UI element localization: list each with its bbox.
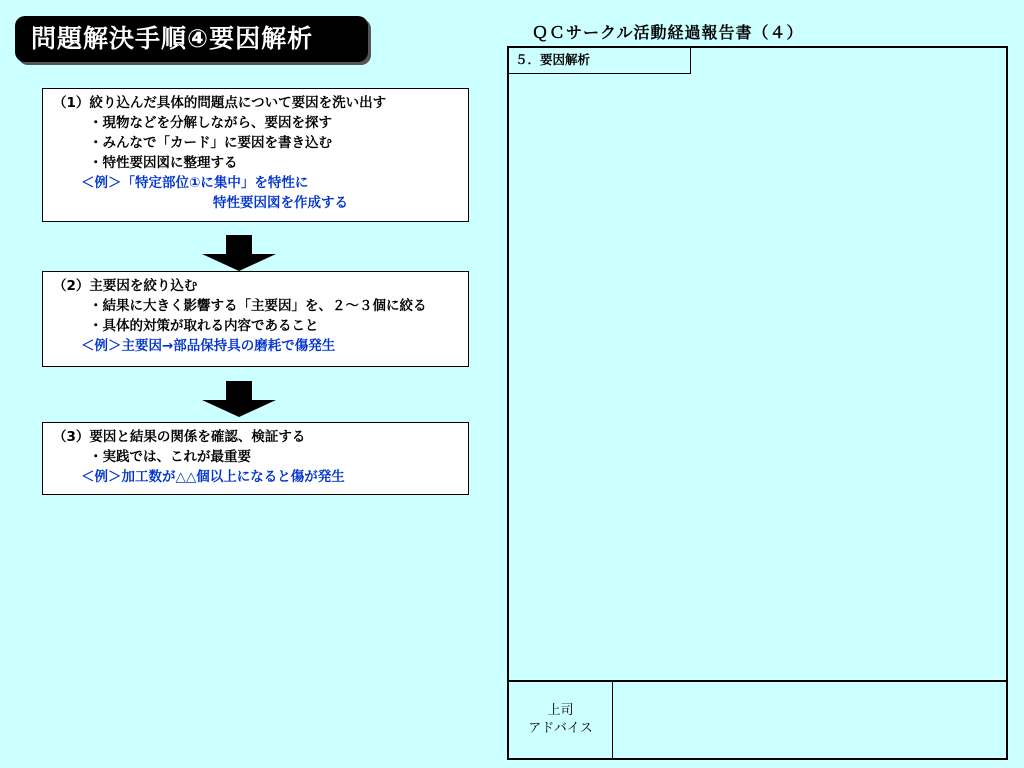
supervisor-advice-field[interactable]	[613, 682, 1006, 758]
advice-label-line2: アドバイス	[528, 721, 593, 736]
advice-label-line1: 上司	[547, 703, 574, 718]
report-title: ＱＣサークル活動経過報告書（４）	[532, 23, 804, 42]
step-item: ・みんなで「カード」に要因を書き込む	[89, 135, 332, 151]
step-example: ＜例＞主要因→部品保持具の磨耗で傷発生	[81, 338, 336, 354]
step-item: ・結果に大きく影響する「主要因」を、２～３個に絞る	[89, 298, 427, 314]
step-box-1	[42, 88, 469, 222]
step-example-continued: 特性要因図を作成する	[213, 195, 348, 211]
step-box-3	[42, 422, 469, 495]
page-title: 問題解決手順④要因解析	[15, 16, 368, 62]
arrow-down-icon	[202, 381, 276, 417]
step-heading: （1）絞り込んだ具体的問題点について要因を洗い出す	[53, 95, 387, 111]
step-heading: （3）要因と結果の関係を確認、検証する	[53, 429, 306, 445]
step-item: ・具体的対策が取れる内容であること	[89, 318, 319, 334]
step-box-2	[42, 271, 469, 367]
section-label: ５．要因解析	[509, 48, 691, 74]
step-heading: （2）主要因を絞り込む	[53, 278, 198, 294]
step-item: ・現物などを分解しながら、要因を探す	[89, 115, 332, 131]
supervisor-advice-row	[509, 680, 1006, 758]
step-example: ＜例＞「特定部位①に集中」を特性に	[81, 175, 309, 191]
step-item: ・実践では、これが最重要	[89, 449, 251, 465]
step-item: ・特性要因図に整理する	[89, 155, 238, 171]
supervisor-advice-label	[509, 682, 613, 758]
step-example: ＜例＞加工数が△△個以上になると傷が発生	[81, 469, 345, 485]
report-form	[507, 46, 1008, 760]
arrow-down-icon	[202, 235, 276, 271]
